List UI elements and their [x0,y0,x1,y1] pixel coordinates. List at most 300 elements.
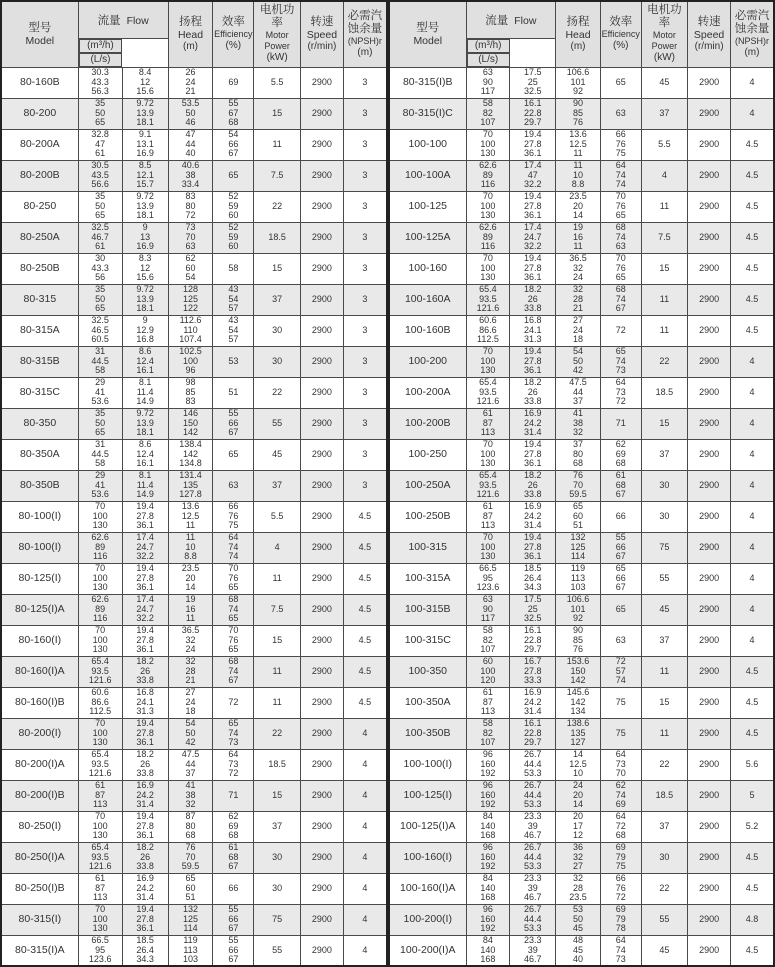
cell-value: 10 [573,768,584,779]
model-cell: 100-200A [389,377,466,408]
head-cell [168,563,213,594]
cell-value: 72 [615,396,626,407]
cell-value: 70 [95,904,106,915]
cell-value: 100 [480,200,496,211]
col-header-speed: 转速 Speed (r/min) [688,1,731,67]
flow-m3h-cell [78,935,122,966]
power-cell: 11 [254,656,301,687]
cell-value: 61 [95,241,106,252]
model-cell: 80-315(I)C [389,98,466,129]
power-cell: 22 [641,346,688,377]
cell-value: 66 [228,138,239,149]
model-cell: 80-315(I)B [389,67,466,98]
head-cell [556,780,601,811]
cell-value: 14.9 [136,489,154,500]
power-cell: 4 [254,532,301,563]
flow-m3h-cell [466,532,510,563]
head-cell [556,346,601,377]
cell-value: 55 [228,935,239,945]
cell-value: 36.5 [569,253,587,264]
flow-ls-cell [510,346,556,377]
efficiency-cell [213,904,254,935]
cell-value: 70 [482,191,493,202]
cell-value: 32 [573,284,584,295]
model-cell: 100-100A [389,160,466,191]
cell-value: 100 [92,510,108,521]
cell-value: 42 [185,737,196,748]
cell-value: 116 [93,613,108,624]
efficiency-cell [600,129,641,160]
efficiency-cell [213,408,254,439]
model-cell: 100-200(I) [389,904,466,935]
cell-value: 14.9 [136,396,154,407]
cell-value: 74 [228,727,239,738]
efficiency-cell [600,253,641,284]
spec-row [389,253,774,284]
cell-value: 60 [482,656,493,667]
model-cell: 100-160(I) [389,842,466,873]
model-cell: 80-315 [1,284,78,315]
cell-value: 82 [482,107,493,118]
model-cell: 80-350A [1,439,78,470]
npsh-cell: 3 [343,98,387,129]
table-header [389,1,774,67]
cell-value: 66.5 [91,935,109,945]
cell-value: 58 [228,262,239,273]
flow-m3h-cell [78,625,122,656]
head-cell [556,749,601,780]
cell-value: 87 [482,696,493,707]
speed-cell: 2900 [688,563,731,594]
speed-cell: 2900 [300,904,343,935]
cell-value: 70 [482,532,493,543]
cell-value: 14 [573,799,584,810]
cell-value: 95 [482,572,493,583]
cell-value: 64 [615,811,626,822]
cell-value: 68 [228,830,239,841]
model-cell: 80-160(I)A [1,656,78,687]
flow-m3h-cell [78,253,122,284]
cell-value: 74 [615,179,626,190]
cell-value: 73 [615,954,626,964]
flow-ls-cell [122,842,168,873]
cell-value: 65 [228,169,239,180]
cell-value: 134.8 [179,458,202,469]
cell-value: 75 [615,861,626,872]
cell-value: 38 [185,789,196,800]
flow-ls-cell [510,191,556,222]
cell-value: 17.4 [136,594,154,605]
cell-value: 50 [95,107,106,118]
cell-value: 64 [228,749,239,760]
npsh-cell: 3 [343,439,387,470]
spec-row [389,284,774,315]
power-cell: 5.5 [254,501,301,532]
cell-value: 64 [615,160,626,171]
cell-value: 62 [615,439,626,450]
head-cell [556,532,601,563]
cell-value: 25 [527,603,538,614]
cell-value: 32.2 [136,551,154,562]
npsh-cell: 4 [730,563,774,594]
cell-value: 51 [185,892,196,903]
npsh-cell: 4 [730,346,774,377]
cell-value: 29.7 [524,737,542,748]
cell-value: 39 [527,882,538,893]
cell-value: 66 [228,944,239,955]
cell-value: 27 [573,861,584,872]
speed-cell: 2900 [688,749,731,780]
power-cell: 55 [641,563,688,594]
cell-value: 130 [480,365,496,376]
speed-cell: 2900 [688,160,731,191]
cell-value: 67 [228,148,239,159]
cell-value: 9.72 [136,284,154,295]
cell-value: 22.8 [524,727,542,738]
cell-value: 74 [228,541,239,552]
cell-value: 58 [95,458,106,469]
col-header-head: 扬程 Head (m) [556,1,601,67]
col-header-npsh: 必需汽 蚀余量 (NPSH)r (m) [343,1,387,67]
cell-value: 26 [527,386,538,397]
efficiency-cell [600,160,641,191]
cell-value: 30 [95,253,106,264]
flow-m3h-cell [78,532,122,563]
cell-value: 46 [185,117,196,128]
cell-value: 107 [480,644,496,655]
npsh-cell: 4 [343,749,387,780]
cell-value: 82 [482,727,493,738]
cell-value: 35 [95,284,106,295]
cell-value: 192 [480,768,496,779]
cell-value: 26 [527,479,538,490]
cell-value: 85 [573,634,584,645]
cell-value: 36.1 [136,830,154,841]
cell-value: 140 [480,820,496,831]
cell-value: 66 [615,541,626,552]
cell-value: 121.6 [88,768,112,779]
flow-ls-cell [122,67,168,98]
cell-value: 66 [615,873,626,884]
head-cell [556,315,601,346]
head-cell [168,532,213,563]
cell-value: 15.7 [136,179,154,190]
cell-value: 79 [615,851,626,862]
cell-value: 85 [185,386,196,397]
cell-value: 16.9 [524,408,542,419]
cell-value: 54 [228,324,239,335]
cell-value: 93.5 [479,386,497,397]
efficiency-cell [213,842,254,873]
cell-value: 54 [573,346,584,357]
cell-value: 63 [482,594,493,605]
col-header-motor-power: 电机功率 Motor Power (kW) [641,1,688,67]
cell-value: 60.6 [479,315,497,326]
table-body [389,67,774,966]
cell-value: 31.4 [524,427,542,438]
cell-value: 39 [527,820,538,831]
cell-value: 70 [185,851,196,862]
power-cell: 22 [254,377,301,408]
cell-value: 41 [95,386,106,397]
cell-value: 24 [573,780,584,791]
cell-value: 65 [615,76,626,87]
cell-value: 66.5 [479,563,497,574]
cell-value: 25 [527,76,538,87]
cell-value: 42 [573,365,584,376]
cell-value: 17.5 [524,594,542,605]
cell-value: 43.5 [91,169,109,180]
model-cell: 80-200(I)B [1,780,78,811]
cell-value: 103 [570,582,586,593]
cell-value: 65 [228,448,239,459]
cell-value: 130 [92,737,108,748]
cell-value: 57 [228,334,239,345]
efficiency-cell [213,98,254,129]
col-header-npsh: 必需汽 蚀余量 (NPSH)r (m) [730,1,774,67]
cell-value: 96 [482,749,493,760]
cell-value: 52 [228,191,239,202]
cell-value: 26.7 [524,904,542,915]
power-cell: 22 [254,191,301,222]
cell-value: 65 [615,603,626,614]
cell-value: 68 [615,222,626,233]
speed-cell: 2900 [300,656,343,687]
cell-value: 8.6 [138,439,152,450]
model-cell: 100-100 [389,129,466,160]
npsh-cell: 4 [730,532,774,563]
npsh-cell: 4.5 [730,129,774,160]
speed-cell: 2900 [688,780,731,811]
efficiency-cell [600,315,641,346]
spec-row [1,470,387,501]
cell-value: 11 [573,241,583,252]
efficiency-cell [600,687,641,718]
flow-ls-cell [122,129,168,160]
cell-value: 37 [573,396,584,407]
cell-value: 160 [480,851,496,862]
cell-value: 60 [185,882,196,893]
cell-value: 130 [480,210,496,221]
head-cell [168,904,213,935]
cell-value: 71 [615,417,626,428]
cell-value: 11.4 [136,479,154,490]
cell-value: 50 [573,355,584,366]
flow-m3h-cell [466,749,510,780]
speed-cell: 2900 [300,315,343,346]
spec-row [389,501,774,532]
cell-value: 131.4 [179,470,202,481]
flow-ls-cell [510,563,556,594]
cell-value: 63 [228,479,239,490]
cell-value: 29 [95,470,106,481]
model-cell: 80-100(I) [1,501,78,532]
cell-value: 67 [228,427,239,438]
head-cell [556,873,601,904]
cell-value: 74 [615,293,626,304]
cell-value: 19.4 [524,191,542,202]
spec-row [1,718,387,749]
efficiency-cell [600,470,641,501]
cell-value: 27.8 [524,262,542,273]
head-cell [556,594,601,625]
cell-value: 107 [480,737,496,748]
head-cell [168,67,213,98]
flow-m3h-cell [466,842,510,873]
cell-value: 74 [615,169,626,180]
cell-value: 114 [570,551,586,562]
cell-value: 56 [95,272,106,283]
cell-value: 18 [573,334,584,345]
npsh-cell: 4 [730,67,774,98]
cell-value: 12 [140,262,151,273]
cell-value: 76 [615,138,626,149]
model-cell: 80-250 [1,191,78,222]
npsh-cell: 4 [730,625,774,656]
cell-value: 19.4 [136,563,154,574]
flow-m3h-cell [78,842,122,873]
cell-value: 76 [615,200,626,211]
npsh-cell: 3 [343,191,387,222]
cell-value: 17.4 [524,222,542,233]
speed-cell: 2900 [688,532,731,563]
cell-value: 19.4 [524,129,542,140]
cell-value: 13.9 [136,107,154,118]
cell-value: 64 [615,935,626,945]
cell-value: 18.2 [136,749,154,760]
cell-value: 28 [185,665,196,676]
flow-ls-cell [510,67,556,98]
cell-value: 72 [615,656,626,667]
cell-value: 13.1 [136,138,154,149]
cell-value: 18.1 [136,117,154,128]
spec-row [389,377,774,408]
power-cell: 18.5 [254,749,301,780]
cell-value: 192 [480,861,496,872]
cell-value: 27.8 [524,138,542,149]
cell-value: 76 [615,262,626,273]
speed-cell: 2900 [688,594,731,625]
cell-value: 32 [573,262,584,273]
spec-row [1,377,387,408]
speed-cell: 2900 [688,904,731,935]
cell-value: 13.6 [569,129,587,140]
speed-cell: 2900 [688,439,731,470]
cell-value: 65 [185,873,196,884]
cell-value: 160 [480,913,496,924]
cell-value: 70 [482,346,493,357]
cell-value: 26.7 [524,749,542,760]
head-cell [168,129,213,160]
speed-cell: 2900 [300,811,343,842]
flow-ls-cell [122,315,168,346]
cell-value: 32.5 [524,613,542,624]
cell-value: 33.3 [524,675,542,686]
cell-value: 130 [92,923,108,934]
power-cell: 15 [641,253,688,284]
cell-value: 62.6 [479,222,497,233]
cell-value: 121.6 [88,675,112,686]
cell-value: 130 [480,148,496,159]
cell-value: 63 [615,634,626,645]
flow-m3h-cell [466,222,510,253]
table-header [1,1,387,67]
cell-value: 107.4 [179,334,202,345]
power-cell: 30 [641,842,688,873]
cell-value: 21 [573,303,584,314]
cell-value: 76 [573,644,584,655]
cell-value: 160 [480,789,496,800]
cell-value: 14 [185,582,196,593]
spec-row [1,873,387,904]
npsh-cell: 5 [730,780,774,811]
cell-value: 36.1 [524,272,542,283]
model-cell: 80-160(I) [1,625,78,656]
cell-value: 130 [480,272,496,283]
model-cell: 100-250A [389,470,466,501]
cell-value: 70 [482,253,493,264]
cell-value: 55 [615,532,626,543]
cell-value: 112.5 [477,334,499,345]
model-cell: 100-315C [389,625,466,656]
model-cell: 100-350A [389,687,466,718]
head-cell [556,160,601,191]
flow-ls-cell [510,501,556,532]
cell-value: 19.4 [136,904,154,915]
speed-cell: 2900 [688,811,731,842]
cell-value: 80 [185,200,196,211]
flow-m3h-cell [78,439,122,470]
speed-cell: 2900 [300,439,343,470]
cell-value: 41 [573,408,584,419]
cell-value: 142 [182,427,198,438]
model-cell: 80-160B [1,67,78,98]
cell-value: 24.2 [524,696,542,707]
flow-m3h-cell [78,129,122,160]
model-cell: 80-315(I)A [1,935,78,966]
power-cell: 18.5 [641,377,688,408]
efficiency-cell [600,408,641,439]
power-cell: 15 [254,253,301,284]
spec-row [1,129,387,160]
speed-cell: 2900 [300,67,343,98]
power-cell: 15 [254,625,301,656]
cell-value: 127 [570,737,586,748]
cell-value: 31 [95,439,106,450]
spec-row [1,408,387,439]
cell-value: 16.1 [136,458,154,469]
spec-row [389,656,774,687]
cell-value: 53 [228,355,239,366]
model-cell: 80-350 [1,408,78,439]
flow-m3h-cell [78,780,122,811]
speed-cell: 2900 [300,284,343,315]
model-cell: 100-100(I) [389,749,466,780]
cell-value: 12.5 [569,138,587,149]
spec-row [389,687,774,718]
cell-value: 86.6 [91,696,109,707]
model-cell: 100-200(I)A [389,935,466,966]
cell-value: 29.7 [524,644,542,655]
npsh-cell: 4 [343,842,387,873]
head-cell [556,98,601,129]
flow-m3h-cell [78,749,122,780]
head-cell [168,346,213,377]
npsh-cell: 4.5 [343,687,387,718]
flow-m3h-cell [78,811,122,842]
speed-cell: 2900 [300,377,343,408]
cell-value: 51 [228,386,239,397]
